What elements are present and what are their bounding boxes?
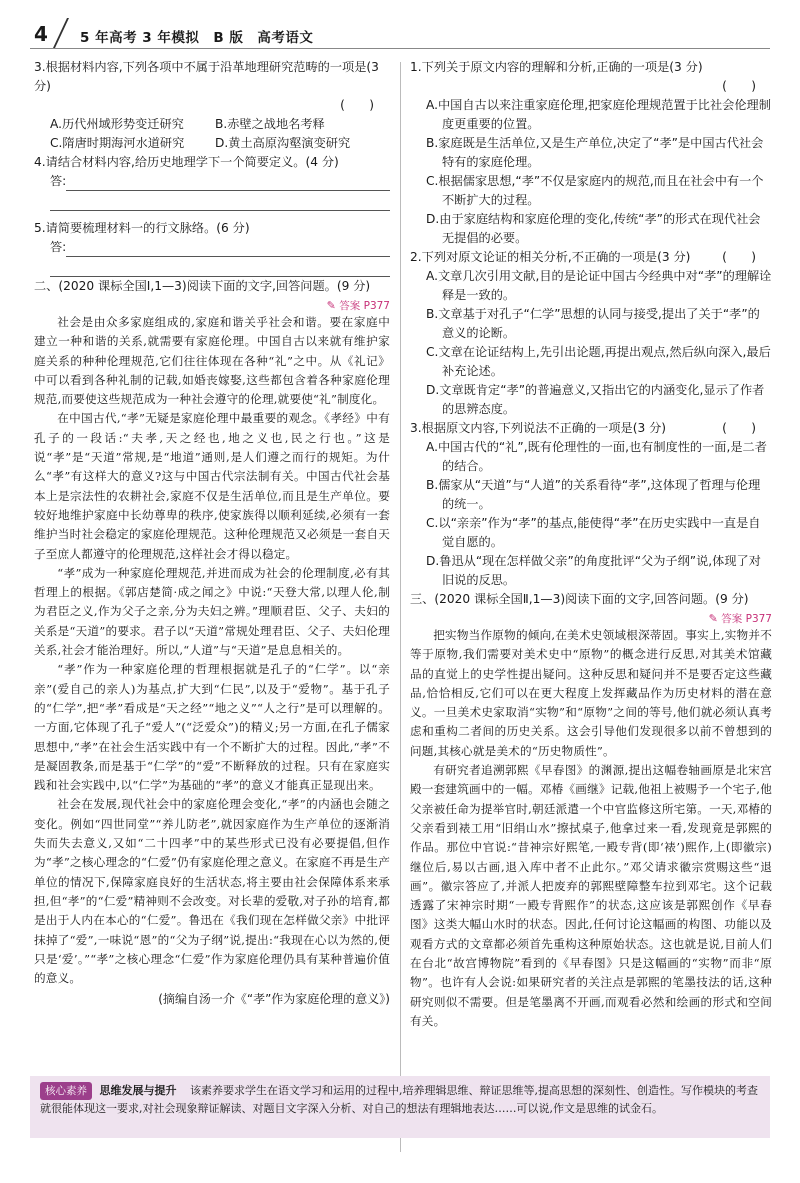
- core-literacy-box: [30, 1076, 770, 1138]
- right-q3-stem: 3.根据原文内容,下列说法不正确的一项是(3 分): [410, 421, 667, 435]
- passage-paragraph: 社会在发展,现代社会中的家庭伦理会变化,“孝”的内涵也会随之变化。例如“四世同堂”“养儿防老”,就因家庭作为生产单位的逐渐消失而失去意义,又如“二十四孝”中的某些形式已没有必要提倡,但作为“孝”之核心理念的“仁爱”仍有家庭伦理之意义。在家庭不再是生产单位的情况下,保障家庭良好的生活状态,将主要由社会保障体系来承担,但“孝”的“仁爱”精神则不会改变。对长辈的爱敬,对子孙的培育,都是出于人内在本心的“仁爱”。鲁迅在《我们现在怎样做父亲》中批评抹掉了“爱”,一味说“恩”的“父为子纲”说,提出:“我现在心以为然的,便只是‘爱’。”“孝”之核心理念“仁爱”作为家庭伦理仍具有某种普遍价值的意义。: [34, 797, 390, 986]
- page-number: 4: [34, 22, 48, 46]
- section3-title: 三、(2020 课标全国Ⅱ,1—3)阅读下面的文字,回答问题。(9 分): [410, 592, 749, 606]
- answer-line[interactable]: [66, 172, 390, 191]
- star-icon: ✎: [326, 299, 340, 312]
- answer-label: 答:: [50, 240, 67, 254]
- option-b[interactable]: B.家庭既是生活单位,又是生产单位,决定了“孝”是中国古代社会特有的家庭伦理。: [426, 136, 764, 169]
- answer-ref[interactable]: 答案 P377: [721, 613, 772, 625]
- passage-paragraph: “孝”作为一种家庭伦理的哲理根据就是孔子的“仁学”。以“亲亲”(爱自己的亲人)为基点,扩大到“仁民”,以及于“爱物”。基于孔子的“仁学”,把“孝”看成是“天之经”“地之义”“人之行”是可以理解的。一方面,它体现了孔子“爱人”(“泛爱众”)的精义;另一方面,在孔子儒家思想中,“孝”在社会生活实践中有一个不断扩大的过程。因此,“孝”不是凝固教条,而是基于“仁学”的“爱”不断释放的过程。只有在家庭实践和社会实践中,以“仁学”为基础的“孝”的意义才能真正显现出来。: [34, 662, 390, 793]
- header-rule: [30, 48, 770, 49]
- option-d[interactable]: D.文章既肯定“孝”的普遍意义,又指出它的内涵变化,显示了作者的思辨态度。: [426, 383, 765, 416]
- option-b[interactable]: B.儒家从“天道”与“人道”的关系看待“孝”,这体现了哲理与伦理的统一。: [426, 478, 761, 511]
- option-c[interactable]: C.文章在论证结构上,先引出论题,再提出观点,然后纵向深入,最后补充论述。: [426, 345, 771, 378]
- left-q4-answer-row[interactable]: [50, 172, 390, 191]
- option-d[interactable]: D.鲁迅从“现在怎样做父亲”的角度批评“父为子纲”说,体现了对旧说的反思。: [426, 554, 761, 587]
- book-title: 5 年高考 3 年模拟 B 版 高考语文: [80, 30, 314, 46]
- answer-line[interactable]: [66, 238, 390, 257]
- left-q3-answer-paren[interactable]: ( ): [340, 98, 374, 112]
- left-q4-stem: 4.请结合材料内容,给历史地理学下一个简要定义。(4 分): [34, 155, 339, 169]
- column-divider: [400, 62, 401, 1152]
- core-literacy-title: 思维发展与提升: [99, 1084, 177, 1097]
- section2-title: 二、(2020 课标全国Ⅰ,1—3)阅读下面的文字,回答问题。(9 分): [34, 279, 371, 293]
- right-q3-answer-paren[interactable]: ( ): [722, 421, 756, 435]
- option-a[interactable]: A.中国古代的“礼”,既有伦理性的一面,也有制度性的一面,是二者的结合。: [426, 440, 767, 473]
- right-column: [410, 58, 772, 1031]
- option-c[interactable]: C.根据儒家思想,“孝”不仅是家庭内的规范,而且在社会中有一个不断扩大的过程。: [426, 174, 764, 207]
- section3-passage: [410, 626, 772, 1031]
- left-column: [34, 58, 390, 1009]
- option-a[interactable]: A.中国自古以来注重家庭伦理,把家庭伦理规范置于比社会伦理制度更重要的位置。: [426, 98, 771, 131]
- passage-paragraph: 在中国古代,“孝”无疑是家庭伦理中最重要的观念。《孝经》中有孔子的一段话:“夫孝,天之经也,地之义也,民之行也。”这是说“孝”是“天道”常规,是“地道”通则,是人们遵之而行的规矩。为什么“孝”有这样大的意义?这与中国古代宗法制有关。中国古代社会基本上是宗法性的农耕社会,家庭不仅是生活单位,而且是生产单位。要较好地维护家庭中长幼尊卑的秩序,使家族得以顺利延续,必须有一套维护当时社会稳定的家庭伦理规范。这种伦理规范又必须是一套自天子至庶人都遵守的伦理规范,这样社会才得以稳定。: [34, 411, 390, 561]
- answer-line[interactable]: [50, 257, 390, 277]
- option-d[interactable]: D.黄土高原沟壑演变研究: [215, 136, 351, 150]
- left-q5-answer-row[interactable]: [50, 238, 390, 257]
- right-q1-answer-paren[interactable]: ( ): [722, 79, 756, 93]
- option-d[interactable]: D.由于家庭结构和家庭伦理的变化,传统“孝”的形式在现代社会无提倡的必要。: [426, 212, 761, 245]
- right-q2-answer-paren[interactable]: ( ): [722, 250, 756, 264]
- right-q2-stem: 2.下列对原文论证的相关分析,不正确的一项是(3 分): [410, 250, 691, 264]
- section2-answer-link[interactable]: [34, 296, 390, 313]
- passage-paragraph: 有研究者追溯郭熙《早春图》的渊源,提出这幅卷轴画原是北宋宫殿一套建筑画中的一幅。邓椿《画继》记载,他祖上被赐予一个宅子,他父亲被任命为提举官时,朝廷派遣一个中官监修这所宅第。一天,邓椿的父亲看到裱工用“旧绢山水”擦拭桌子,他拿过来一看,发现竟是郭熙的作品。那位中官说:“昔神宗好熙笔,一殿专背(即‘裱’)熙作,上(即徽宗)继位后,易以古画,退入库中者不止此尔。”邓父请求徽宗赏赐这些“退画”。徽宗答应了,并派人把废弃的郭熙壁障整车拉到邓宅。这个记载透露了宋神宗时期“一殿专背熙作”的状态,这应该是郭熙创作《早春图》这类大幅山水时的状态。因此,任何讨论这幅画的构图、功能以及观看方式的文章都必须首先重构这种原始状态。这也就是说,目前人们在台北“故宫博物院”看到的《早春图》只是这幅画的“实物”而非“原物”。也许有人会说:如果研究者的关注点是郭熙的笔墨技法的话,这种研究则似不需要。但是笔墨离不开画,而观看必然和绘画的形式和空间有关。: [410, 763, 772, 1028]
- option-a[interactable]: A.历代州域形势变迁研究: [50, 117, 184, 131]
- left-q5-stem: 5.请简要梳理材料一的行文脉络。(6 分): [34, 221, 250, 235]
- left-q3-options: [34, 115, 390, 153]
- passage-paragraph: “孝”成为一种家庭伦理规范,并进而成为社会的伦理制度,必有其哲理上的根据。《郭店楚简·成之闻之》中说:“天登大常,以理人伦,制为君臣之义,作为父子之亲,分为夫妇之辨。”理顺君臣、父子、夫妇的关系是“天道”的要求。君子以“天道”常规处理君臣、父子、夫妇伦理关系,社会才能治理好。所以,“人道”与“天道”是息息相关的。: [34, 565, 390, 658]
- section2-passage: [34, 313, 390, 988]
- answer-label: 答:: [50, 174, 67, 188]
- option-b[interactable]: B.文章基于对孔子“仁学”思想的认同与接受,提出了关于“孝”的意义的论断。: [426, 307, 760, 340]
- header-slash: [53, 18, 69, 48]
- right-q2-stem-row: [410, 248, 772, 267]
- option-a[interactable]: A.文章几次引用文献,目的是论证中国古今经典中对“孝”的理解诠释是一致的。: [426, 269, 772, 302]
- core-literacy-badge: 核心素养: [40, 1082, 92, 1100]
- page-header: [30, 18, 770, 50]
- section3-answer-link[interactable]: [410, 609, 772, 626]
- answer-line[interactable]: [50, 191, 390, 211]
- right-q3-stem-row: [410, 419, 772, 438]
- passage-source: (摘编自汤一介《“孝”作为家庭伦理的意义》): [158, 992, 390, 1007]
- passage-paragraph: 社会是由众多家庭组成的,家庭和谐关乎社会和谐。要在家庭中建立一种和谐的关系,就需要有家庭伦理。中国自古以来就有维护家庭关系的种种伦理规范,它们往往体现在各种“礼”之中。从《礼记》中可以看到各种礼制的记载,如婚丧嫁娶,这些都包含着各种家庭伦理规范,而要使这些规范成为一种社会遵守的伦理,就要使“礼”制度化。: [34, 315, 390, 407]
- option-b[interactable]: B.赤壁之战地名考释: [215, 117, 325, 131]
- passage-paragraph: 把实物当作原物的倾向,在美术史领域根深蒂固。事实上,实物并不等于原物,我们需要对美术史中“原物”的概念进行反思,对其美术馆藏品的直觉上的史学性提出疑问。这种反思和疑问并不是要否定这些藏品,恰恰相反,它们可以在更大程度上发挥藏品作为历史材料的潜在意义。一旦美术史家取消“实物”和“原物”之间的等号,他们就必须认真考虑和重构二者间的历史关系。这会引导他们发现很多以前不曾想到的问题,其核心就是美术的“历史物质性”。: [410, 628, 772, 758]
- left-q3-stem: 3.根据材料内容,下列各项中不属于沿革地理研究范畴的一项是(3 分): [34, 60, 379, 93]
- star-icon: ✎: [708, 612, 722, 625]
- option-c[interactable]: C.以“亲亲”作为“孝”的基点,能使得“孝”在历史实践中一直是自觉自愿的。: [426, 516, 761, 549]
- option-c[interactable]: C.隋唐时期海河水道研究: [50, 136, 185, 150]
- core-literacy-text: 该素养要求学生在语文学习和运用的过程中,培养理辑思维、辩证思维等,提高思想的深刻性、创造性。写作模块的考查就很能体现这一要求,对社会现象辩证解读、对题目文字深入分析、对自己的想法有理辑地表达……可以说,作文是思维的试金石。: [40, 1084, 758, 1115]
- answer-ref[interactable]: 答案 P377: [339, 300, 390, 312]
- right-q1-stem: 1.下列关于原文内容的理解和分析,正确的一项是(3 分): [410, 60, 703, 74]
